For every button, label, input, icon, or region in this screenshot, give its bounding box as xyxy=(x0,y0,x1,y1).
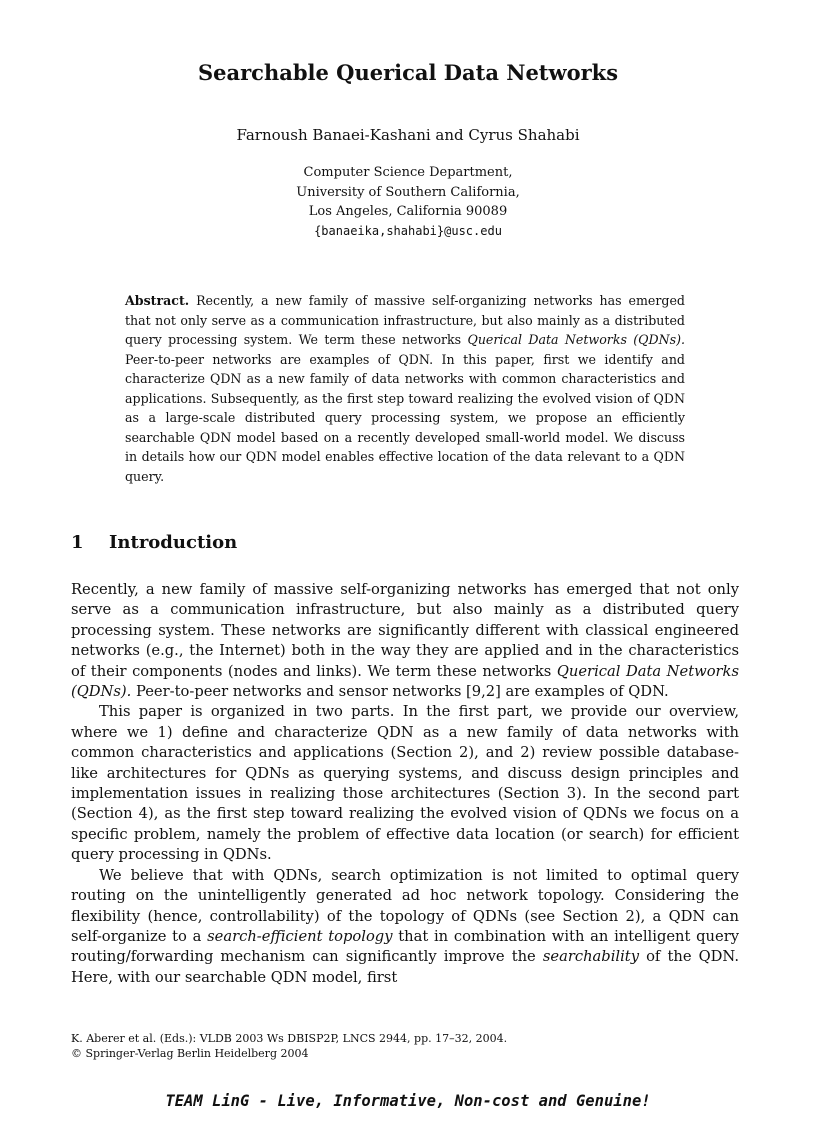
affiliation xyxy=(0,163,816,241)
paragraph: This paper is organized in two parts. In the first part, we provide our overview, where we 1) define and characterize QDN as a new family of data networks with common characteristics and applications (Section 2), and 2) review possible database-like architectures for QDNs as querying systems, and discuss design principles and implementation issues in realizing those architectures (Section 3). In the second part (Section 4), as the first step toward realizing the evolved vision of QDNs we focus on a specific problem, namely the problem of effective data location (or search) for efficient query processing in QDNs. xyxy=(71,703,739,864)
abstract-text: Peer-to-peer networks are examples of QDN. In this paper, first we identify and characterize QDN as a new family of data networks with common characteristics and applications. Subsequently, as the first step toward realizing the evolved vision of QDN as a large-scale distributed query processing system, we propose an efficiently searchable QDN model based on a recently developed small-world model. We discuss in details how our QDN model enables effective location of the data relevant to a QDN query. xyxy=(125,351,685,484)
citation-line: K. Aberer et al. (Eds.): VLDB 2003 Ws DBISP2P, LNCS 2944, pp. 17–32, 2004. xyxy=(71,1032,508,1045)
paragraph xyxy=(71,866,739,988)
affiliation-line: Los Angeles, California 90089 xyxy=(308,204,508,219)
paragraph xyxy=(71,580,739,702)
authors: Farnoush Banaei-Kashani and Cyrus Shahabi xyxy=(236,126,580,144)
emphasized-term: search-efficient topology xyxy=(207,927,393,945)
emphasized-term: searchability xyxy=(542,948,639,966)
paper-title: Searchable Querical Data Networks xyxy=(197,60,619,85)
section-title: Introduction xyxy=(109,532,238,553)
emphasized-term: Querical Data Networks (QDNs). xyxy=(71,662,739,701)
paragraph-text: that in combination with an intelligent query routing/forwarding mechanism can significantly improve the xyxy=(71,927,740,966)
section-number: 1 xyxy=(71,532,84,553)
abstract xyxy=(125,291,685,486)
abstract-text: Recently, a new family of massive self-organizing networks has emerged that not only serve as a communication infrastructure, but also mainly as a distributed query processing system. We term these networks xyxy=(125,293,685,347)
paragraph-text: We believe that with QDNs, search optimization is not limited to optimal query routing on the unintelligently generated ad hoc network topology. Considering the flexibility (hence, controllability) of the topology of QDNs (see Section 2), a QDN can self-organize to a xyxy=(71,866,739,945)
paragraph-text: Peer-to-peer networks and sensor networks [9,2] are examples of QDN. xyxy=(136,683,669,701)
affiliation-line: University of Southern California, xyxy=(296,184,520,200)
paragraph-text: Recently, a new family of massive self-organizing networks has emerged that not only serve as a communication infrastructure, but also mainly as a distributed query processing system. These networks are significantly different with classical engineered networks (e.g., the Internet) both in the way they are applied and in the characteristics of their components (nodes and links). We term these networks xyxy=(71,581,739,680)
section-heading xyxy=(71,532,237,553)
affiliation-line: Computer Science Department, xyxy=(303,165,513,180)
abstract-term: Querical Data Networks (QDNs). xyxy=(467,332,685,347)
introduction-body xyxy=(71,580,739,988)
paragraph-text: of the QDN. Here, with our searchable QDN model, first xyxy=(71,948,739,986)
copyright-line: © Springer-Verlag Berlin Heidelberg 2004 xyxy=(71,1047,309,1060)
footnote xyxy=(71,1031,507,1061)
watermark-banner: TEAM LinG - Live, Informative, Non-cost and Genuine! xyxy=(165,1092,651,1110)
abstract-label: Abstract. xyxy=(125,293,190,308)
author-email: {banaeika,shahabi}@usc.edu xyxy=(314,223,502,238)
